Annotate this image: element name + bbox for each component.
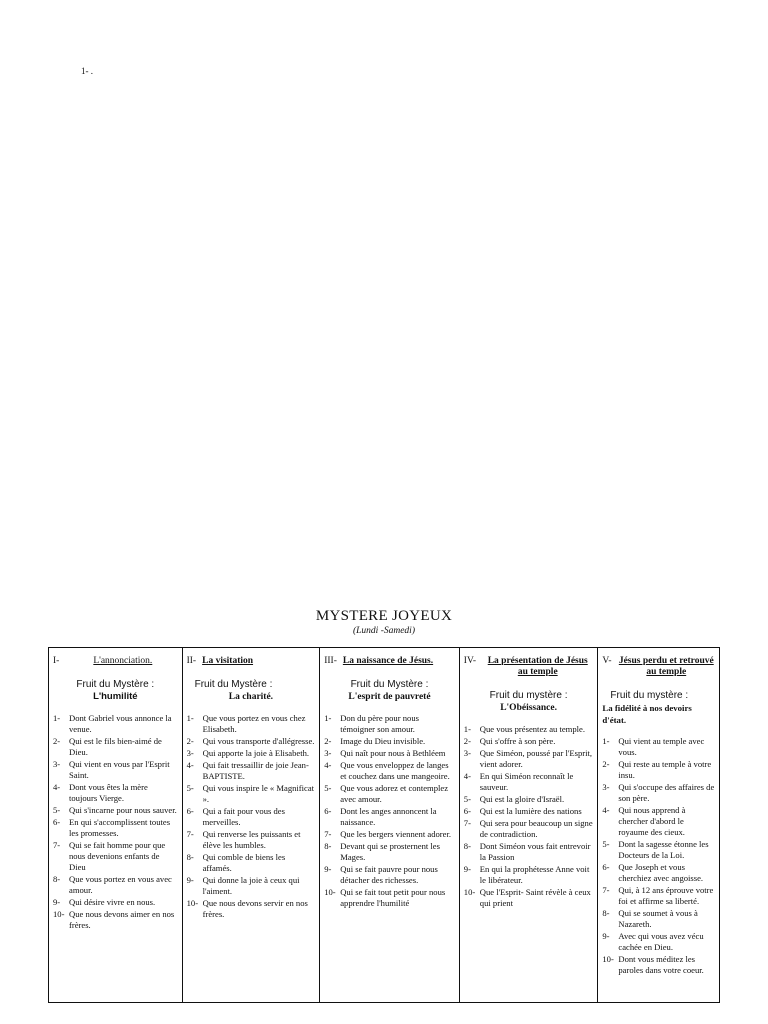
list-item [53,759,178,781]
page-subtitle: (Lundi -Samedi) [352,626,415,636]
item-text: Qui est la gloire d'Israël. [479,794,565,804]
item-number: 10- [53,909,65,919]
item-number: 8- [53,874,61,884]
item-text: Dont Gabriel vous annonce la venue. [69,713,172,734]
mystery-column-5 [598,648,719,1002]
list-item [187,736,316,747]
item-number: 10- [324,887,336,897]
list-item [324,736,455,747]
mystery-items [602,736,715,976]
item-number: 5- [186,783,194,793]
list-item [464,864,594,886]
item-number: 8- [324,841,332,851]
list-item [324,887,455,909]
list-item [602,954,715,976]
item-text: Qui renverse les puissants et élève les humbles. [202,829,301,850]
list-item [187,713,316,735]
list-item [53,840,178,873]
item-text: Qui est le fils bien-aimé de Dieu. [69,736,162,757]
item-number: 7- [186,829,194,839]
item-number: 9- [463,864,471,874]
list-item [602,839,715,861]
item-text: Que Siméon, poussé par l'Esprit, vient adorer. [479,748,593,769]
mystery-heading [53,656,178,667]
item-number: 2- [602,759,610,769]
mystery-items [464,724,594,909]
list-item [187,783,316,805]
item-text: Qui se fait homme pour que nous devenions enfants de Dieu [69,840,166,872]
list-item [602,908,715,930]
item-text: Dont vous êtes la mère toujours Vierge. [69,782,148,803]
mystery-name: La naissance de Jésus. [342,656,434,666]
item-text: Qui s'incarne pour nous sauver. [69,805,177,815]
list-item [324,760,455,782]
mystery-heading [187,656,316,667]
item-text: En qui Siméon reconnaît le sauveur. [479,771,574,792]
list-item [324,713,455,735]
item-number: 5- [463,794,471,804]
mystery-items [53,713,178,931]
list-item [324,864,455,886]
list-item [602,782,715,804]
mystery-column-3 [320,648,460,1002]
item-number: 3- [186,748,194,758]
item-text: Qui vous inspire le « Magnificat ». [202,783,315,804]
item-number: 2- [324,736,332,746]
list-item [464,748,594,770]
item-number: 3- [602,782,610,792]
item-text: Qui vient au temple avec vous. [618,736,705,757]
item-number: 5- [53,805,61,815]
list-item [53,874,178,896]
fruit-value: L'esprit de pauvreté [348,692,431,702]
list-item [464,736,594,747]
item-text: Don du père pour nous témoigner son amour. [340,713,419,734]
list-item [602,931,715,953]
item-number: 4- [463,771,471,781]
list-item [187,875,316,897]
list-item [53,909,178,931]
fruit-label: Fruit du mystère : [489,690,568,701]
item-text: Qui s'occupe des affaires de son père. [618,782,715,803]
mystery-name: La présentation de Jésus au temple [487,656,588,677]
item-number: 2- [53,736,61,746]
list-item [53,817,178,839]
fruit-label: Fruit du mystère : [610,690,689,701]
item-text: Qui reste au temple à votre insu. [618,759,712,780]
item-text: Qui se fait tout petit pour nous apprendre l'humilité [340,887,446,908]
mystery-heading [464,656,594,678]
item-number: 4- [602,805,610,815]
item-number: 7- [602,885,610,895]
item-text: Image du Dieu invisible. [340,736,426,746]
item-text: Qui a fait pour vous des merveilles. [202,806,285,827]
list-item [602,805,715,838]
item-number: 8- [186,852,194,862]
item-text: Que Joseph et vous cherchiez avec angoisse. [618,862,704,883]
fruit-value: La fidélité à nos devoirs d'état. [602,703,692,725]
item-number: 6- [463,806,471,816]
list-item [53,713,178,735]
item-number: 5- [602,839,610,849]
list-item [464,887,594,909]
item-text: Qui vous transporte d'allégresse. [202,736,315,746]
mystery-name: La visitation [202,656,254,666]
item-number: 9- [53,897,61,907]
item-number: 7- [463,818,471,828]
item-text: Qui se fait pauvre pour nous détacher des richesses. [340,864,438,885]
list-item [464,806,594,817]
item-number: 3- [53,759,61,769]
mysteries-table [48,647,720,1003]
item-text: Que vous enveloppez de langes et couchez dans une mangeoire. [340,760,450,781]
item-number: 9- [602,931,610,941]
item-text: Dont la sagesse étonne les Docteurs de la Loi. [618,839,709,860]
item-text: En qui la prophétesse Anne voit le libérateur. [479,864,590,885]
item-number: 1- [463,724,471,734]
list-item [464,771,594,793]
item-number: 4- [324,760,332,770]
list-item [464,818,594,840]
item-text: Que nous devons servir en nos frères. [202,898,308,919]
item-number: 2- [463,736,471,746]
top-marker: 1- . [81,66,93,76]
list-item [602,885,715,907]
item-text: Qui est la lumière des nations [479,806,582,816]
list-item [464,841,594,863]
item-number: 1- [602,736,610,746]
item-number: 1- [324,713,332,723]
mystery-column-1 [49,648,183,1002]
list-item [187,898,316,920]
list-item [602,862,715,884]
item-number: 1- [53,713,61,723]
item-text: Qui désire vivre en nous. [69,897,156,907]
item-text: Avec qui vous avez vécu cachée en Dieu. [618,931,704,952]
list-item [187,760,316,782]
item-number: 9- [186,875,194,885]
item-number: 9- [324,864,332,874]
item-number: 7- [53,840,61,850]
mystery-heading [324,656,455,667]
fruit-value: L'humilité [93,691,138,702]
item-number: 5- [324,783,332,793]
item-text: Qui, à 12 ans éprouve votre foi et affirme sa liberté. [618,885,714,906]
list-item [53,782,178,804]
item-number: 8- [463,841,471,851]
item-text: Dont les anges annoncent la naissance. [340,806,437,827]
item-text: Qui se soumet à vous à Nazareth. [618,908,698,929]
item-text: Que les bergers viennent adorer. [340,829,452,839]
mystery-column-4 [460,648,599,1002]
list-item [187,829,316,851]
item-number: 3- [324,748,332,758]
item-number: 6- [53,817,61,827]
fruit-label: Fruit du Mystère : [76,679,155,690]
item-number: 6- [186,806,194,816]
item-text: Dont vous méditez les paroles dans votre coeur. [618,954,704,975]
mystery-number: V- [602,656,612,666]
list-item [324,748,455,759]
list-item [324,841,455,863]
list-item [464,794,594,805]
list-item [602,759,715,781]
item-number: 6- [602,862,610,872]
mystery-name: L'annonciation. [93,656,153,666]
item-text: Qui naît pour nous à Bethléem [340,748,446,758]
list-item [602,736,715,758]
item-number: 1- [186,713,194,723]
list-item [187,748,316,759]
mystery-number: I- [53,656,60,666]
list-item [53,736,178,758]
item-number: 2- [186,736,194,746]
fruit-label: Fruit du Mystère : [194,679,273,690]
mystery-column-2 [183,648,321,1002]
mystery-items [324,713,455,909]
item-number: 6- [324,806,332,816]
mystery-items [187,713,316,920]
fruit-value: La charité. [228,692,274,702]
item-text: Qui apporte la joie à Elisabeth. [202,748,310,758]
item-number: 4- [53,782,61,792]
mystery-number: III- [324,656,337,666]
item-text: Devant qui se prosternent les Mages. [340,841,440,862]
item-number: 4- [186,760,194,770]
item-number: 10- [186,898,199,908]
list-item [53,897,178,908]
item-text: Que vous adorez et contemplez avec amour. [340,783,449,804]
item-text: Que l'Esprit- Saint révèle à ceux qui prient [479,887,591,908]
item-number: 3- [463,748,471,758]
list-item [187,806,316,828]
item-number: 7- [324,829,332,839]
item-text: Que vous portez en vous avec amour. [69,874,172,895]
item-text: Dont Siméon vous fait entrevoir la Passion [479,841,591,862]
fruit-value: L'Obéissance. [500,703,557,713]
mystery-heading [602,656,715,678]
item-text: Qui vient en vous par l'Esprit Saint. [69,759,170,780]
item-number: 10- [463,887,476,897]
item-number: 10- [602,954,614,964]
item-text: Qui sera pour beaucoup un signe de contradiction. [479,818,593,839]
mystery-number: II- [186,656,197,666]
item-text: En qui s'accomplissent toutes les promesses. [69,817,171,838]
list-item [464,724,594,735]
item-text: Que vous portez en vous chez Elisabeth. [202,713,306,734]
fruit-label: Fruit du Mystère : [350,679,429,690]
mystery-name: Jésus perdu et retrouvé au temple [618,656,714,677]
list-item [324,783,455,805]
list-item [324,806,455,828]
item-text: Que vous présentez au temple. [479,724,586,734]
item-text: Qui s'offre à son père. [479,736,556,746]
item-number: 8- [602,908,610,918]
list-item [324,829,455,840]
list-item [53,805,178,816]
page-title: MYSTERE JOYEUX [315,608,453,624]
list-item [187,852,316,874]
item-text: Qui nous apprend à chercher d'abord le royaume des cieux. [618,805,686,837]
item-text: Qui donne la joie à ceux qui l'aiment. [202,875,300,896]
item-text: Que nous devons aimer en nos frères. [69,909,175,930]
item-text: Qui fait tressaillir de joie Jean-BAPTISTE. [202,760,309,781]
mystery-number: IV- [463,656,477,666]
item-text: Qui comble de biens les affamés. [202,852,286,873]
